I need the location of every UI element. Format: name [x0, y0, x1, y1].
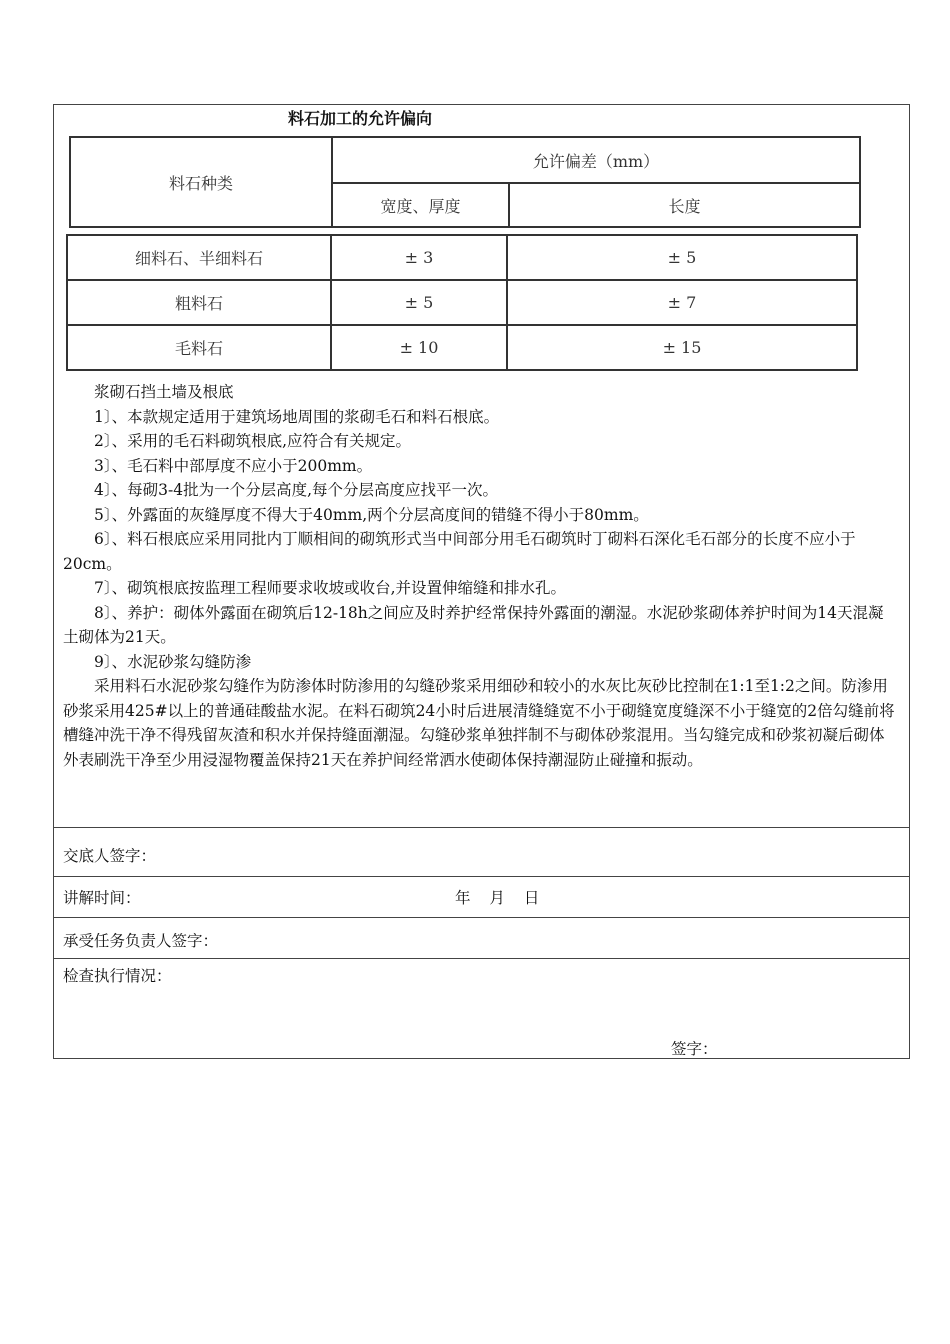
paragraph: 9〕、水泥砂浆勾缝防渗	[94, 652, 252, 671]
table-title: 料石加工的允许偏向	[288, 109, 433, 128]
explain-time-label: 讲解时间：	[63, 889, 141, 907]
signature-label: 签字：	[671, 1040, 718, 1058]
row-stone-type: 毛料石	[67, 325, 331, 370]
paragraph: 7〕、砌筑根底按监理工程师要求收坡或收台,并设置伸缩缝和排水孔。	[94, 579, 567, 597]
date-field: 年 月 日	[455, 889, 540, 907]
row-width-tolerance: ± 5	[331, 280, 507, 325]
paragraph: 3〕、毛石料中部厚度不应小于200mm。	[94, 456, 373, 475]
inspection-label: 检查执行情况：	[63, 967, 172, 985]
paragraph: 6〕、料石根底应采用同批内丁顺相间的砌筑形式当中间部分用毛石砌筑时丁砌料石深化毛石部分的长度不应小于20cm。	[63, 530, 856, 573]
body-text	[63, 380, 898, 772]
row-length-tolerance: ± 15	[507, 325, 857, 370]
tolerance-table-body	[66, 234, 858, 371]
row-length-tolerance: ± 5	[507, 235, 857, 280]
header-tolerance: 允许偏差（mm）	[332, 137, 860, 183]
briefer-signature-label: 交底人签字：	[63, 847, 157, 865]
row-width-tolerance: ± 3	[331, 235, 507, 280]
table-row	[67, 235, 857, 280]
divider	[53, 876, 910, 877]
paragraph: 1〕、本款规定适用于建筑场地周围的浆砌毛石和料石根底。	[94, 407, 500, 426]
row-width-tolerance: ± 10	[331, 325, 507, 370]
row-stone-type: 粗料石	[67, 280, 331, 325]
paragraph: 2〕、采用的毛石料砌筑根底,应符合有关规定。	[94, 432, 412, 450]
paragraph: 5〕、外露面的灰缝厚度不得大于40mm,两个分层高度间的错缝不得小于80mm。	[94, 505, 649, 524]
row-stone-type: 细料石、半细料石	[67, 235, 331, 280]
section-heading: 浆砌石挡土墙及根底	[94, 383, 234, 401]
header-length: 长度	[509, 183, 860, 227]
paragraph: 8〕、养护：砌体外露面在砌筑后12-18h之间应及时养护经常保持外露面的潮湿。水泥砂浆砌体养护时间为14天混凝土砌体为21天。	[63, 603, 884, 646]
paragraph: 4〕、每砌3-4批为一个分层高度,每个分层高度应找平一次。	[94, 481, 499, 499]
divider	[53, 917, 910, 918]
header-width-thickness: 宽度、厚度	[332, 183, 509, 227]
tolerance-table-header	[69, 136, 861, 228]
table-row	[67, 280, 857, 325]
table-row	[67, 325, 857, 370]
paragraph: 采用料石水泥砂浆勾缝作为防渗体时防渗用的勾缝砂浆采用细砂和较小的水灰比灰砂比控制在1:1至1:2之间。防渗用砂浆采用425#以上的普通硅酸盐水泥。在料石砌筑24小时后进展清缝缝宽不小于砌缝宽度缝深不小于缝宽的2倍勾缝前将槽缝冲洗干净不得残留灰渣和积水并保持缝面潮湿。勾缝砂浆单独拌制不与砌体砂浆混用。当勾缝完成和砂浆初凝后砌体外表刷洗干净至少用浸湿物覆盖保持21天在养护间经常洒水使砌体保持潮湿防止碰撞和振动。	[63, 677, 895, 769]
header-stone-type: 料石种类	[70, 137, 332, 227]
receiver-signature-label: 承受任务负责人签字：	[63, 932, 219, 950]
divider	[53, 958, 910, 959]
row-length-tolerance: ± 7	[507, 280, 857, 325]
divider	[53, 827, 910, 828]
